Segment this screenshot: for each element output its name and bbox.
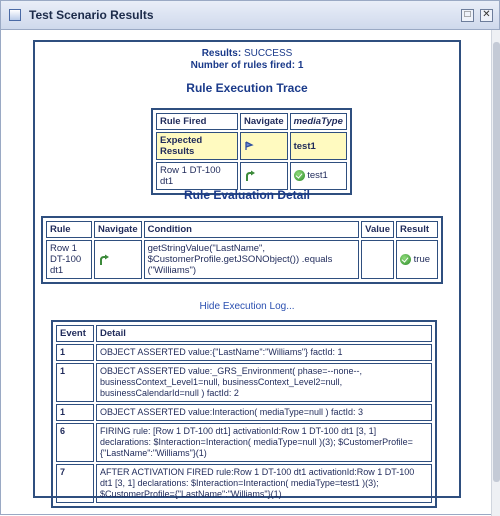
evaluation-row <box>46 240 438 279</box>
trace-media-type-cell <box>290 162 347 190</box>
log-row <box>56 423 432 462</box>
navigate-arrow-icon[interactable] <box>98 254 110 266</box>
header-event: Event <box>56 325 94 342</box>
log-event: 1 <box>56 404 94 421</box>
expected-results-label: Expected Results <box>156 132 238 160</box>
log-row <box>56 404 432 421</box>
log-detail: OBJECT ASSERTED value:_GRS_Environment( phase=--none--, businessContext_Level1=null, businessContext_Level2=null, businessCalendarId=null ) factId: 2 <box>96 363 432 402</box>
window-icon <box>9 9 21 21</box>
header-detail: Detail <box>96 325 432 342</box>
log-detail: OBJECT ASSERTED value:{"LastName":"Williams"} factId: 1 <box>96 344 432 361</box>
header-condition: Condition <box>144 221 360 238</box>
title-bar[interactable] <box>1 1 499 30</box>
log-event: 6 <box>56 423 94 462</box>
trace-rule-name: Row 1 DT-100 dt1 <box>156 162 238 190</box>
log-row <box>56 464 432 503</box>
log-event: 1 <box>56 344 94 361</box>
navigate-arrow-icon[interactable] <box>244 170 256 182</box>
log-row <box>56 363 432 402</box>
evaluation-navigate-cell[interactable] <box>94 240 142 279</box>
expected-results-row <box>156 132 347 160</box>
maximize-button[interactable] <box>461 9 474 22</box>
header-media-type: mediaType <box>290 113 347 130</box>
evaluation-result-cell <box>396 240 438 279</box>
header-rule-fired: Rule Fired <box>156 113 238 130</box>
header-navigate: Navigate <box>240 113 288 130</box>
execution-log-table <box>51 320 437 508</box>
header-value: Value <box>361 221 394 238</box>
expected-media-type: test1 <box>290 132 347 160</box>
expected-navigate-cell <box>240 132 288 160</box>
evaluation-rule-name: Row 1 DT-100 dt1 <box>46 240 92 279</box>
results-panel <box>33 40 461 498</box>
trace-media-type: test1 <box>307 170 328 182</box>
check-icon <box>294 170 305 181</box>
evaluation-value <box>361 240 394 279</box>
results-label: Results: <box>201 48 242 59</box>
trace-row <box>156 162 347 190</box>
log-detail: OBJECT ASSERTED value:Interaction( mediaType=null ) factId: 3 <box>96 404 432 421</box>
log-event: 1 <box>56 363 94 402</box>
vertical-scrollbar[interactable] <box>491 30 500 516</box>
results-summary <box>35 48 459 72</box>
log-detail: AFTER ACTIVATION FIRED rule:Row 1 DT-100 dt1 activationId:Row 1 DT-100 dt1 [3, 1] declarations: $Interaction=Interaction( mediaType=test1 )(3); $CustomerProfile={"LastName":"Williams"}(1) <box>96 464 432 503</box>
rule-execution-trace-table <box>151 108 352 195</box>
rule-execution-trace-heading: Rule Execution Trace <box>186 81 308 95</box>
log-event: 7 <box>56 464 94 503</box>
log-row <box>56 344 432 361</box>
evaluation-condition: getStringValue("LastName", $CustomerProfile.getJSONObject()) .equals ("Williams") <box>144 240 360 279</box>
log-detail: FIRING rule: [Row 1 DT-100 dt1] activationId:Row 1 DT-100 dt1 [3, 1] declarations: $Interaction=Interaction( mediaType=null )(3); $CustomerProfile={"LastName":"Williams"}(1) <box>96 423 432 462</box>
flag-icon <box>244 141 254 151</box>
close-icon: ✕ <box>482 9 491 20</box>
results-value: SUCCESS <box>243 48 293 59</box>
maximize-icon: □ <box>464 9 471 20</box>
evaluation-result: true <box>413 254 431 265</box>
window-title: Test Scenario Results <box>29 8 154 22</box>
trace-navigate-cell[interactable] <box>240 162 288 190</box>
check-icon <box>400 254 411 265</box>
results-scroll-area[interactable] <box>1 30 500 516</box>
rules-fired-label: Number of rules fired: <box>190 60 296 71</box>
hide-execution-log-link[interactable]: Hide Execution Log... <box>199 301 295 312</box>
scrollbar-thumb[interactable] <box>493 42 500 482</box>
header-result: Result <box>396 221 438 238</box>
header-eval-navigate: Navigate <box>94 221 142 238</box>
close-button[interactable] <box>480 9 493 22</box>
rule-evaluation-table <box>41 216 443 284</box>
rules-fired-value: 1 <box>297 60 304 71</box>
header-rule: Rule <box>46 221 92 238</box>
rule-evaluation-detail-heading: Rule Evaluation Detail <box>183 188 311 202</box>
